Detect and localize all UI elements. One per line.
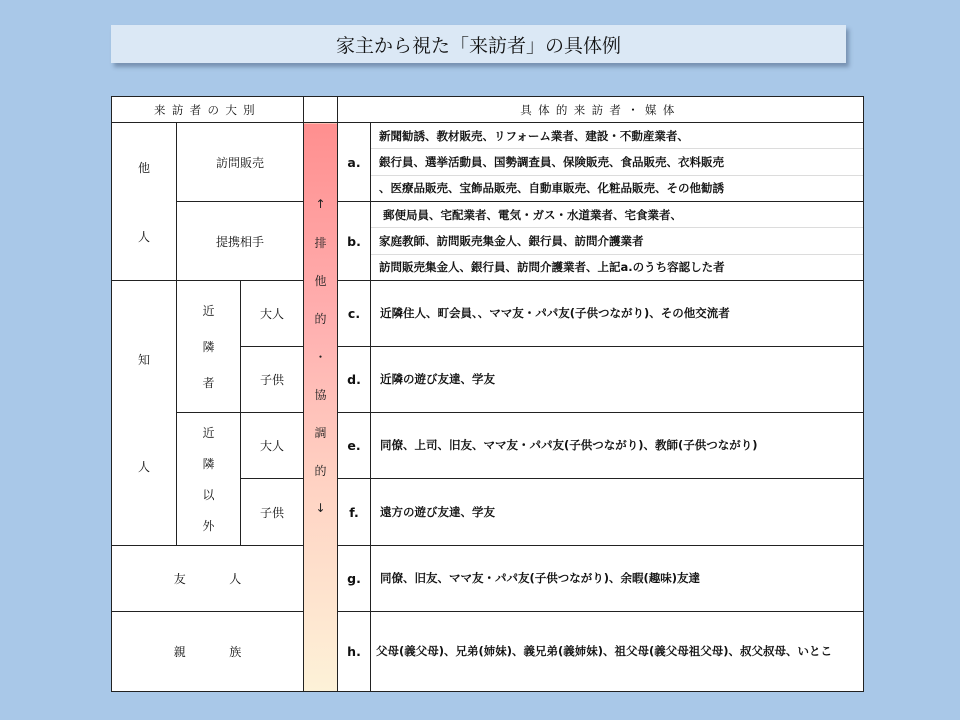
group-tanin: 他 人 [112, 123, 177, 281]
visitor-table-container [111, 96, 863, 691]
row-letter-g: g. [338, 546, 371, 612]
sub-kodomo: 子供 [241, 347, 304, 413]
group-chijin: 知 人 [112, 281, 177, 546]
group-yujin: 友 人 [112, 546, 304, 612]
header-row [112, 97, 864, 123]
arrow-up-icon: ↑ [315, 197, 326, 211]
visitor-table [111, 96, 864, 692]
sub-kodomo: 子供 [241, 479, 304, 546]
arrow-down-icon: ↓ [315, 501, 326, 515]
sub-otona: 大人 [241, 281, 304, 347]
row-detail-e: 同僚、上司、旧友、ママ友・パパ友(子供つながり)、教師(子供つながり) [371, 413, 864, 479]
row-detail-a: 新聞勧誘、教材販売、リフォーム業者、建設・不動産業者、 銀行員、選挙活動員、国勢調査員、保険販売、食品販売、衣料販売 、医療品販売、宝飾品販売、自動車販売、化粧品販売、その他勧誘 [371, 123, 864, 202]
table-row [112, 202, 864, 281]
row-letter-f: f. [338, 479, 371, 546]
row-letter-a: a. [338, 123, 371, 202]
row-letter-d: d. [338, 347, 371, 413]
header-category: 来訪者の大別 [112, 97, 304, 123]
table-row [112, 546, 864, 612]
sub-otona: 大人 [241, 413, 304, 479]
sub-teikei: 提携相手 [177, 202, 304, 281]
row-detail-b: 郵便局員、宅配業者、電気・ガス・水道業者、宅食業者、 家庭教師、訪問販売集金人、銀行員、訪問介護業者 訪問販売集金人、銀行員、訪問介護業者、上記a.のうち容認した者 [371, 202, 864, 281]
group-shinzoku: 親 族 [112, 612, 304, 692]
row-detail-c: 近隣住人、町会員、、ママ友・パパ友(子供つながり)、その他交流者 [371, 281, 864, 347]
row-detail-f: 遠方の遊び友達、学友 [371, 479, 864, 546]
row-letter-e: e. [338, 413, 371, 479]
table-row [112, 281, 864, 347]
row-letter-b: b. [338, 202, 371, 281]
sub-houmon: 訪問販売 [177, 123, 304, 202]
row-detail-g: 同僚、旧友、ママ友・パパ友(子供つながり)、余暇(趣味)友達 [371, 546, 864, 612]
header-detail: 具体的来訪者・媒体 [338, 97, 864, 123]
axis-exclusive-cooperative: ↑ 排 他 的 ・ 協 調 的 ↓ [304, 123, 338, 692]
row-letter-c: c. [338, 281, 371, 347]
table-row [112, 612, 864, 692]
table-row [112, 413, 864, 479]
group-kinrin-igai: 近 隣 以 外 [177, 413, 241, 546]
slide-title: 家主から視た「来訪者」の具体例 [111, 25, 846, 63]
header-axis-blank [304, 97, 338, 123]
table-row [112, 123, 864, 202]
row-detail-d: 近隣の遊び友達、学友 [371, 347, 864, 413]
group-kinrin: 近 隣 者 [177, 281, 241, 413]
row-detail-h: 父母(義父母)、兄弟(姉妹)、義兄弟(義姉妹)、祖父母(義父母祖父母)、叔父叔母、いとこ [371, 612, 864, 692]
row-letter-h: h. [338, 612, 371, 692]
